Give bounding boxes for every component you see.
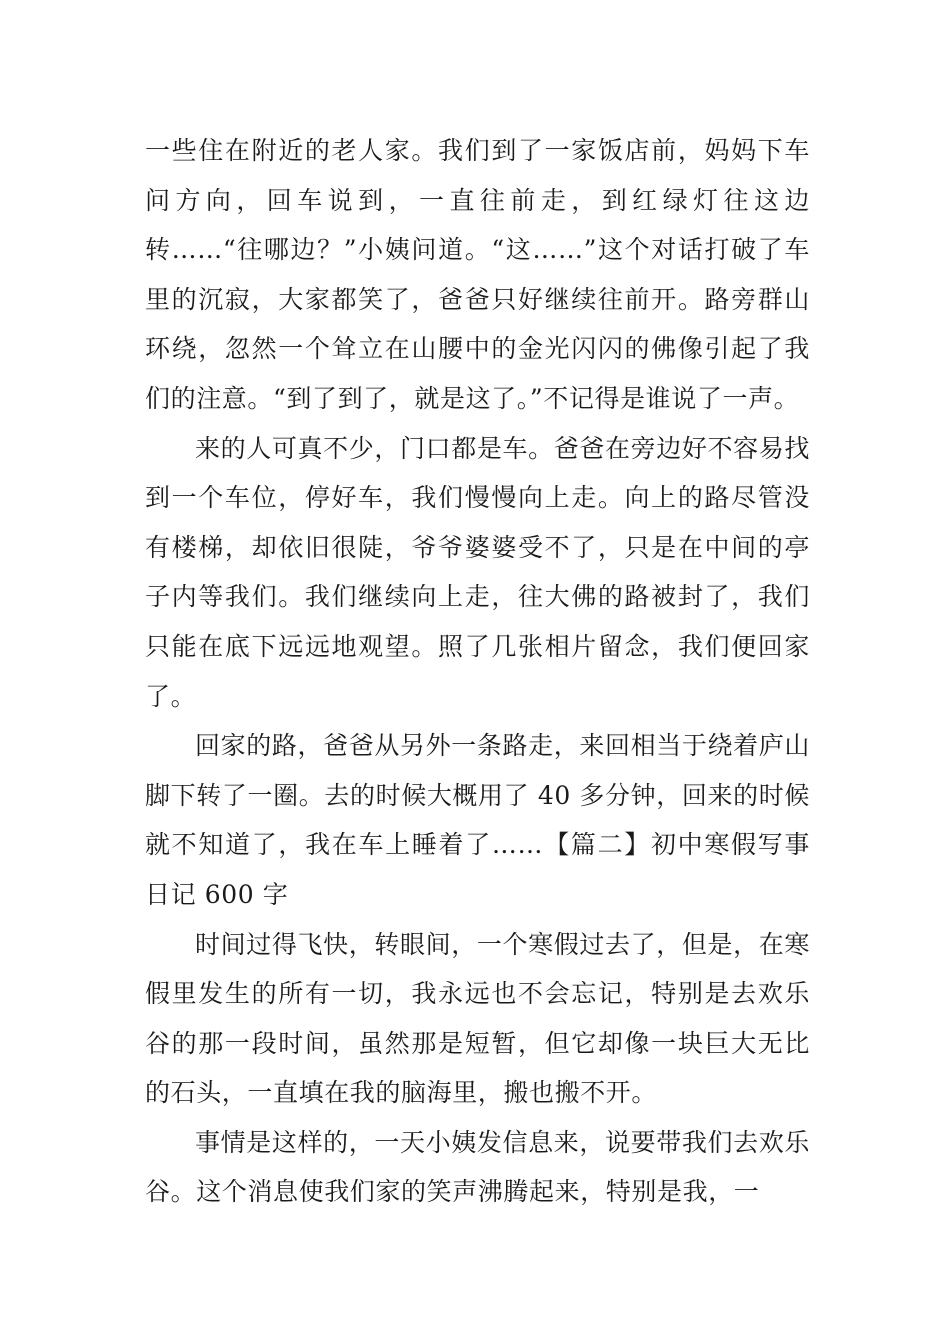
paragraph: 时间过得飞快，转眼间，一个寒假过去了，但是，在寒假里发生的所有一切，我永远也不会忘记，特别是去欢乐谷的那一段时间，虽然那是短暂，但它却像一块巨大无比的石头，一直填在我的脑海里，搬也搬不开。 [145, 929, 810, 1108]
paragraph: 事情是这样的，一天小姨发信息来，说要带我们去欢乐谷。这个消息使我们家的笑声沸腾起来，特别是我，一 [145, 1127, 810, 1207]
paragraph: 回家的路，爸爸从另外一条路走，来回相当于绕着庐山脚下转了一圈。去的时候大概用了 40 多分钟，回来的时候就不知道了，我在车上睡着了……【篇二】初中寒假写事日记 600 字 [145, 731, 810, 909]
paragraph-continued: 一些住在附近的老人家。我们到了一家饭店前，妈妈下车问方向，回车说到，一直往前走，到红绿灯往这边转……“往哪边？”小姨问道。“这……”这个对话打破了车里的沉寂，大家都笑了，爸爸只好继续往前开。路旁群山环绕，忽然一个耸立在山腰中的金光闪闪的佛像引起了我们的注意。“到了到了，就是这了。”不记得是谁说了一声。 [145, 136, 810, 413]
article-body [145, 126, 810, 1217]
paragraph: 来的人可真不少，门口都是车。爸爸在旁边好不容易找到一个车位，停好车，我们慢慢向上走。向上的路尽管没有楼梯，却依旧很陡，爷爷婆婆受不了，只是在中间的亭子内等我们。我们继续向上走，往大佛的路被封了，我们只能在底下远远地观望。照了几张相片留念，我们便回家了。 [145, 433, 810, 711]
